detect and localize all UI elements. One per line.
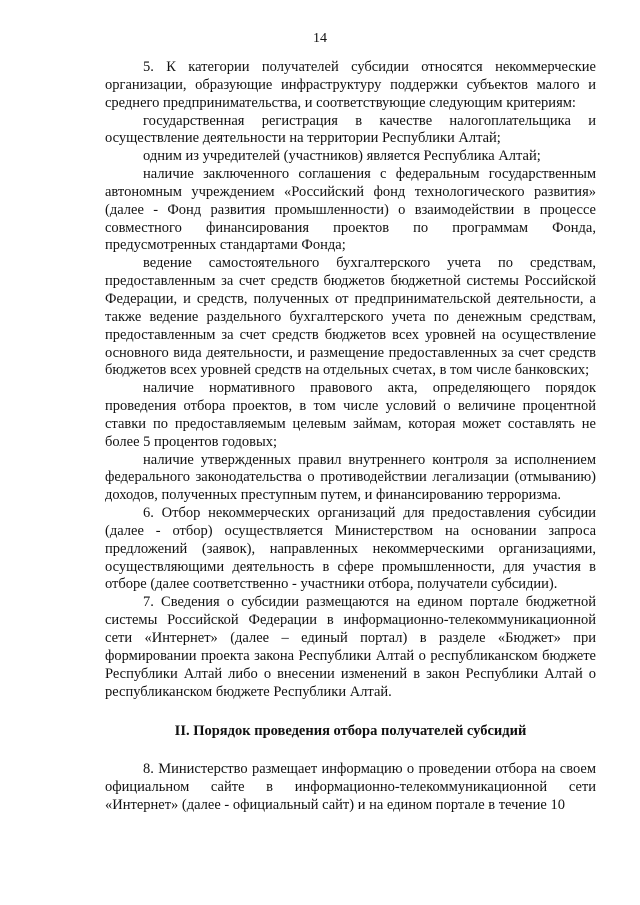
page-number: 14	[313, 31, 327, 46]
section-heading: II. Порядок проведения отбора получателей субсидий	[174, 723, 527, 740]
criterion-fund-agreement: наличие заключенного соглашения с федеральным государственным автономным учреждением «Российский фонд технологического развития» (далее - Фонд развития промышленности) о взаимодействии в процессе совместного финансирования проектов по программам Фонда, предусмотренных стандартами Фонда;	[105, 166, 596, 254]
criterion-founder: одним из учредителей (участников) является Республика Алтай;	[143, 148, 541, 165]
paragraph-7: 7. Сведения о субсидии размещаются на едином портале бюджетной системы Российской Федерации в информационно-телекоммуникационной сети «Интернет» (далее – единый портал) в разделе «Бюджет» при формировании проекта закона Республики Алтай о республиканском бюджете Республики Алтай либо о внесении изменений в закон Республики Алтай о республиканском бюджете Республики Алтай.	[105, 594, 596, 700]
paragraph-8: 8. Министерство размещает информацию о проведении отбора на своем официальном сайте в информационно-телекоммуникационной сети «Интернет» (далее - официальный сайт) и на едином портале в течение 10	[105, 761, 596, 813]
document-body	[105, 59, 596, 815]
criterion-tax-registration: государственная регистрация в качестве налогоплательщика и осуществление деятельности на территории Республики Алтай;	[105, 112, 596, 147]
paragraph-6: 6. Отбор некоммерческих организаций для предоставления субсидии (далее - отбор) осуществляется Министерством на основании запроса предложений (заявок), направленных некоммерческими организациями, осуществляющими деятельность в сфере промышленности, для участия в отборе (далее соответственно - участники отбора, получатели субсидии).	[105, 505, 596, 593]
criterion-accounting: ведение самостоятельного бухгалтерского учета по средствам, предоставленным за счет средств бюджетов бюджетной системы Российской Федерации, и средств, полученных от предпринимательской деятельности, а также ведение раздельного бухгалтерского учета по денежным средствам, предоставленным за счет средств бюджетов всех уровней на осуществление основного вида деятельности, и размещение предоставленных за счет средств бюджетов всех уровней средств на отдельных счетах, в том числе банковских;	[105, 255, 596, 379]
paragraph-5: 5. К категории получателей субсидии относятся некоммерческие организации, образующие инфраструктуру поддержки субъектов малого и среднего предпринимательства, и соответствующие следующим критериям:	[105, 59, 596, 111]
criterion-internal-control: наличие утвержденных правил внутреннего контроля за исполнением федерального законодательства о противодействии легализации (отмыванию) доходов, полученных преступным путем, и финансированию терроризма.	[105, 451, 596, 504]
criterion-normative-act: наличие нормативного правового акта, определяющего порядок проведения отбора проектов, в том числе условий о величине процентной ставки по предоставляемым целевым займам, которая может составлять не более 5 процентов годовых;	[105, 380, 596, 450]
